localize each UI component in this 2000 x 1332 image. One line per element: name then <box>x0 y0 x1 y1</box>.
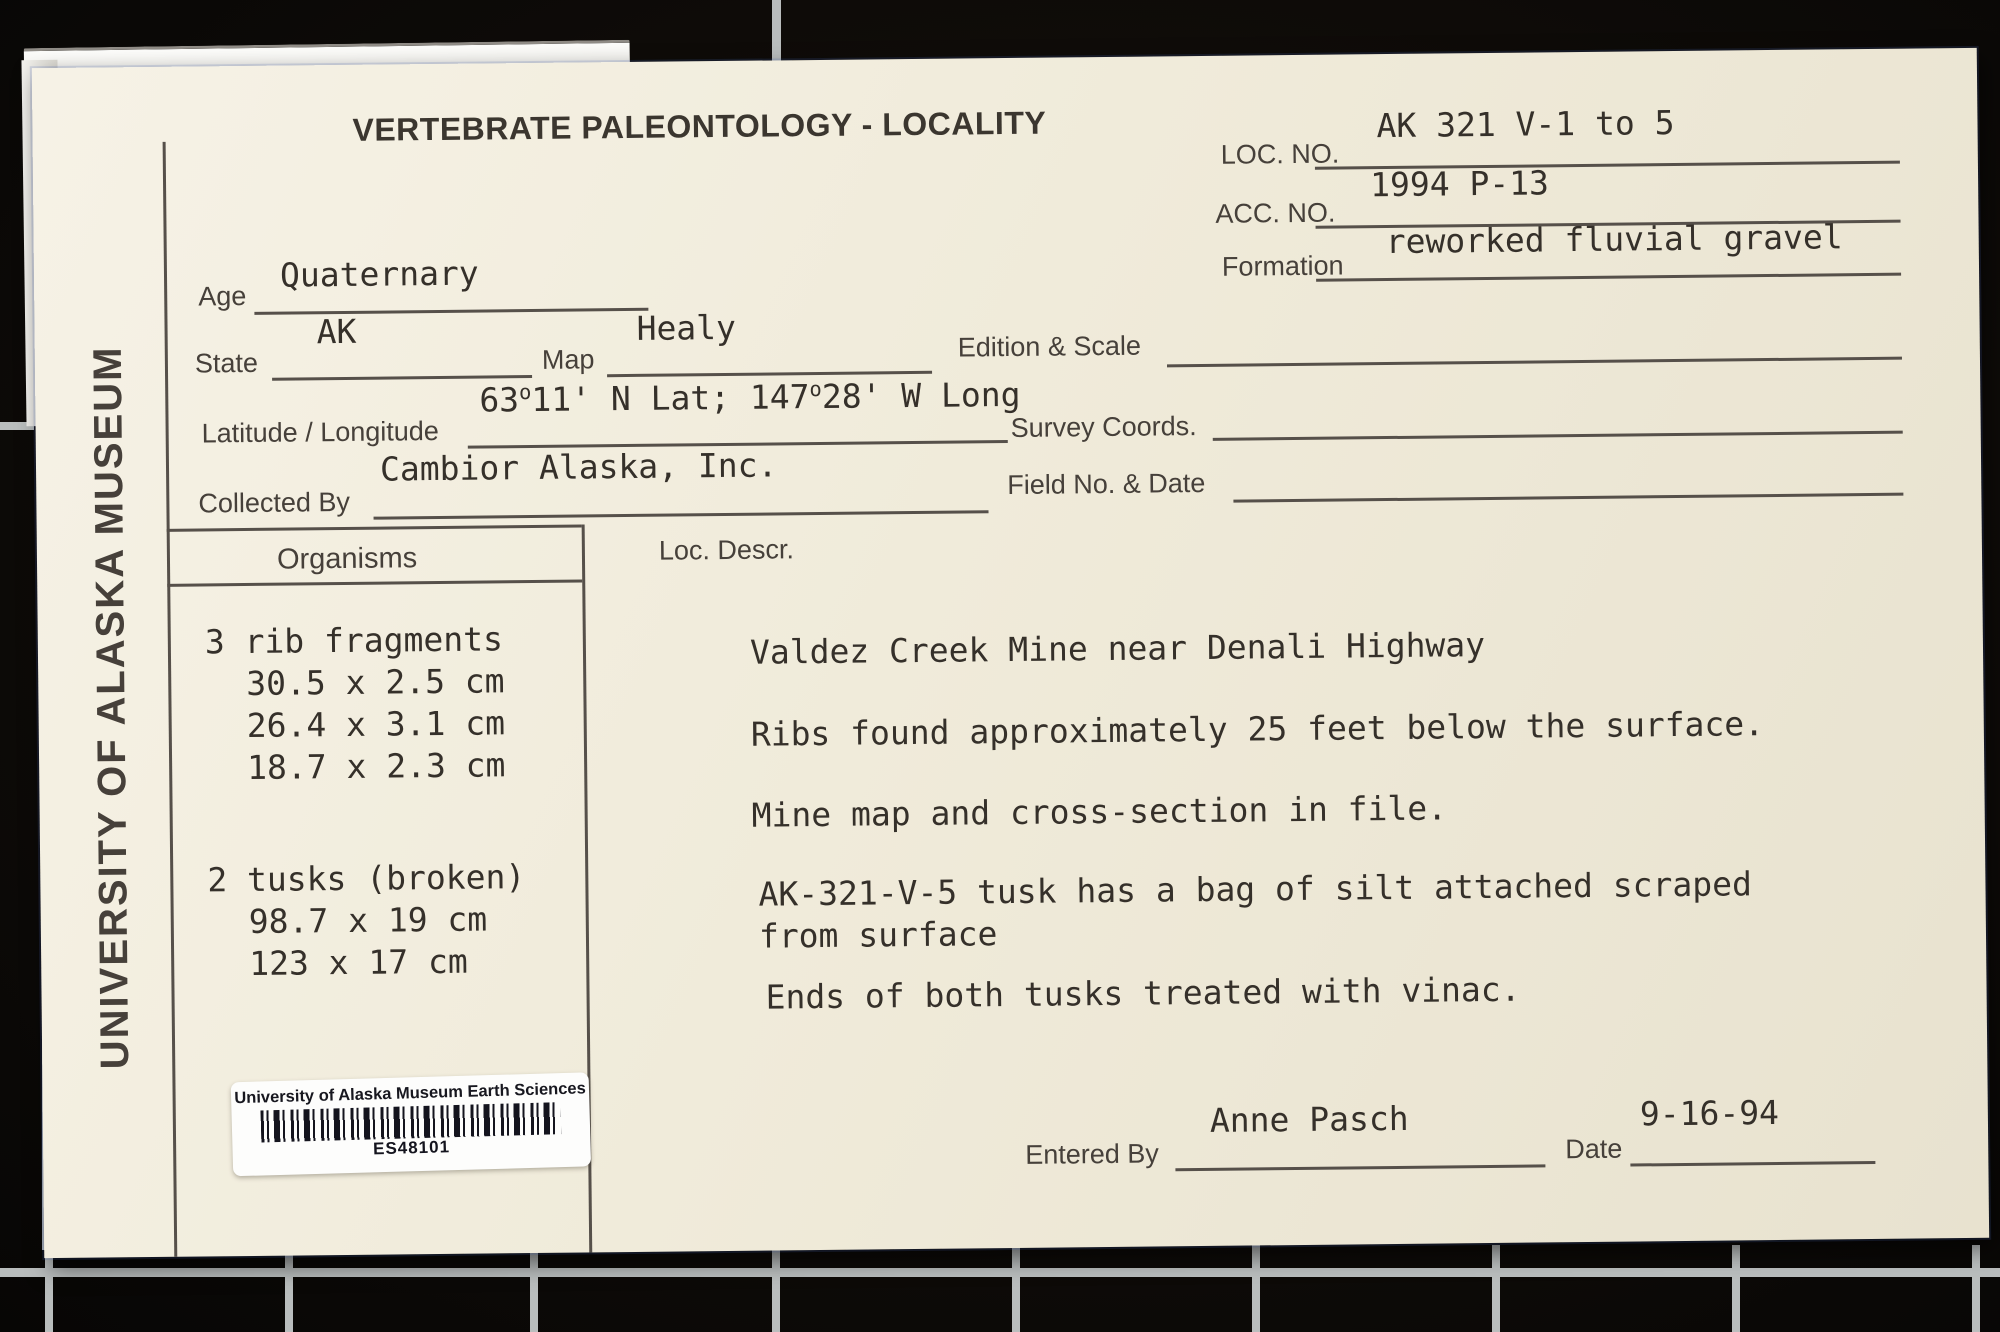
loc-descr-label: Loc. Descr. <box>658 534 795 566</box>
organism-measurement: 18.7 x 2.3 cm <box>246 745 506 787</box>
lat-degree-mark: o <box>518 380 532 405</box>
organisms-header: Organisms <box>276 542 418 576</box>
entered-by-line <box>1175 1164 1545 1170</box>
formation-label: Formation <box>1221 250 1344 282</box>
field-no-date-label: Field No. & Date <box>1007 467 1206 501</box>
organism-name: 2 tusks (broken) <box>207 857 526 900</box>
loc-descr-line: Ribs found approximately 25 feet below the surface. <box>750 704 1765 754</box>
specimen-card <box>32 48 1989 1258</box>
barcode-label <box>231 1072 591 1176</box>
grid-line-vertical-b9 <box>1972 1245 1980 1332</box>
entered-by-value: Anne Pasch <box>1209 1098 1409 1140</box>
grid-line-vertical-b6 <box>1252 1245 1260 1332</box>
date-value: 9-16-94 <box>1639 1092 1780 1134</box>
loc-descr-line: Valdez Creek Mine near Denali Highway <box>749 625 1486 672</box>
organism-group-tusks <box>207 856 526 985</box>
organism-measurement: 123 x 17 cm <box>249 941 468 983</box>
age-value: Quaternary <box>279 253 479 295</box>
loc-descr-line: from surface <box>758 914 998 956</box>
sidebar-museum-label: UNIVERSITY OF ALASKA MUSEUM <box>85 345 138 1070</box>
grid-line-vertical-b8 <box>1732 1245 1740 1332</box>
lat-long-value <box>479 375 1021 420</box>
lat-min: 11' N Lat; 147 <box>531 377 810 420</box>
formation-value: reworked fluvial gravel <box>1385 217 1843 262</box>
organisms-header-line <box>167 579 582 586</box>
map-label: Map <box>541 344 595 375</box>
edition-scale-label: Edition & Scale <box>957 330 1142 363</box>
organism-group-ribs <box>205 618 506 789</box>
date-label: Date <box>1565 1133 1623 1165</box>
grid-line-vertical-b5 <box>1012 1245 1020 1332</box>
edition-scale-line <box>1167 357 1902 367</box>
collected-by-value: Cambior Alaska, Inc. <box>379 445 778 489</box>
grid-line-vertical-b2 <box>285 1245 293 1332</box>
survey-coords-line <box>1213 431 1903 441</box>
collected-by-label: Collected By <box>198 486 351 519</box>
long-min: 28' W Long <box>821 374 1021 416</box>
state-value: AK <box>316 311 357 352</box>
loc-descr-line: Mine map and cross-section in file. <box>751 788 1448 835</box>
map-value: Healy <box>636 307 737 348</box>
date-line <box>1630 1161 1875 1166</box>
organism-measurement: 30.5 x 2.5 cm <box>246 661 505 704</box>
loc-no-value: AK 321 V-1 to 5 <box>1376 103 1675 146</box>
loc-descr-line: Ends of both tusks treated with vinac. <box>765 969 1521 1017</box>
organism-name: 3 rib fragments <box>204 619 504 662</box>
grid-line-vertical-b7 <box>1492 1245 1500 1332</box>
grid-line-vertical-b4 <box>772 1245 780 1332</box>
loc-no-label: LOC. NO. <box>1220 138 1340 170</box>
grid-line-horizontal-bottom <box>0 1268 2000 1277</box>
acc-no-label: ACC. NO. <box>1215 197 1336 229</box>
grid-line-vertical-b3 <box>530 1245 538 1332</box>
entered-by-label: Entered By <box>1025 1138 1159 1170</box>
collected-by-line <box>374 510 989 519</box>
field-no-date-line <box>1233 493 1903 503</box>
barcode-title: University of Alaska Museum Earth Sciences <box>234 1079 586 1108</box>
acc-no-value: 1994 P-13 <box>1369 163 1550 205</box>
survey-coords-label: Survey Coords. <box>1010 411 1197 443</box>
page-title: VERTEBRATE PALEONTOLOGY - LOCALITY <box>352 104 1047 148</box>
barcode-number: ES48101 <box>372 1137 451 1159</box>
loc-descr-line: AK-321-V-5 tusk has a bag of silt attached scraped <box>758 864 1753 914</box>
age-line <box>254 308 648 315</box>
state-label: State <box>194 347 259 379</box>
formation-line <box>1316 273 1901 282</box>
organisms-box-top-line <box>167 524 582 531</box>
long-degree-mark: o <box>809 376 822 402</box>
age-label: Age <box>198 280 247 312</box>
organism-measurement: 26.4 x 3.1 cm <box>246 703 506 746</box>
organism-measurement: 98.7 x 19 cm <box>248 899 488 941</box>
sidebar-divider <box>163 142 177 1257</box>
lat-long-label: Latitude / Longitude <box>201 415 440 449</box>
lat-deg: 63 <box>479 380 520 420</box>
